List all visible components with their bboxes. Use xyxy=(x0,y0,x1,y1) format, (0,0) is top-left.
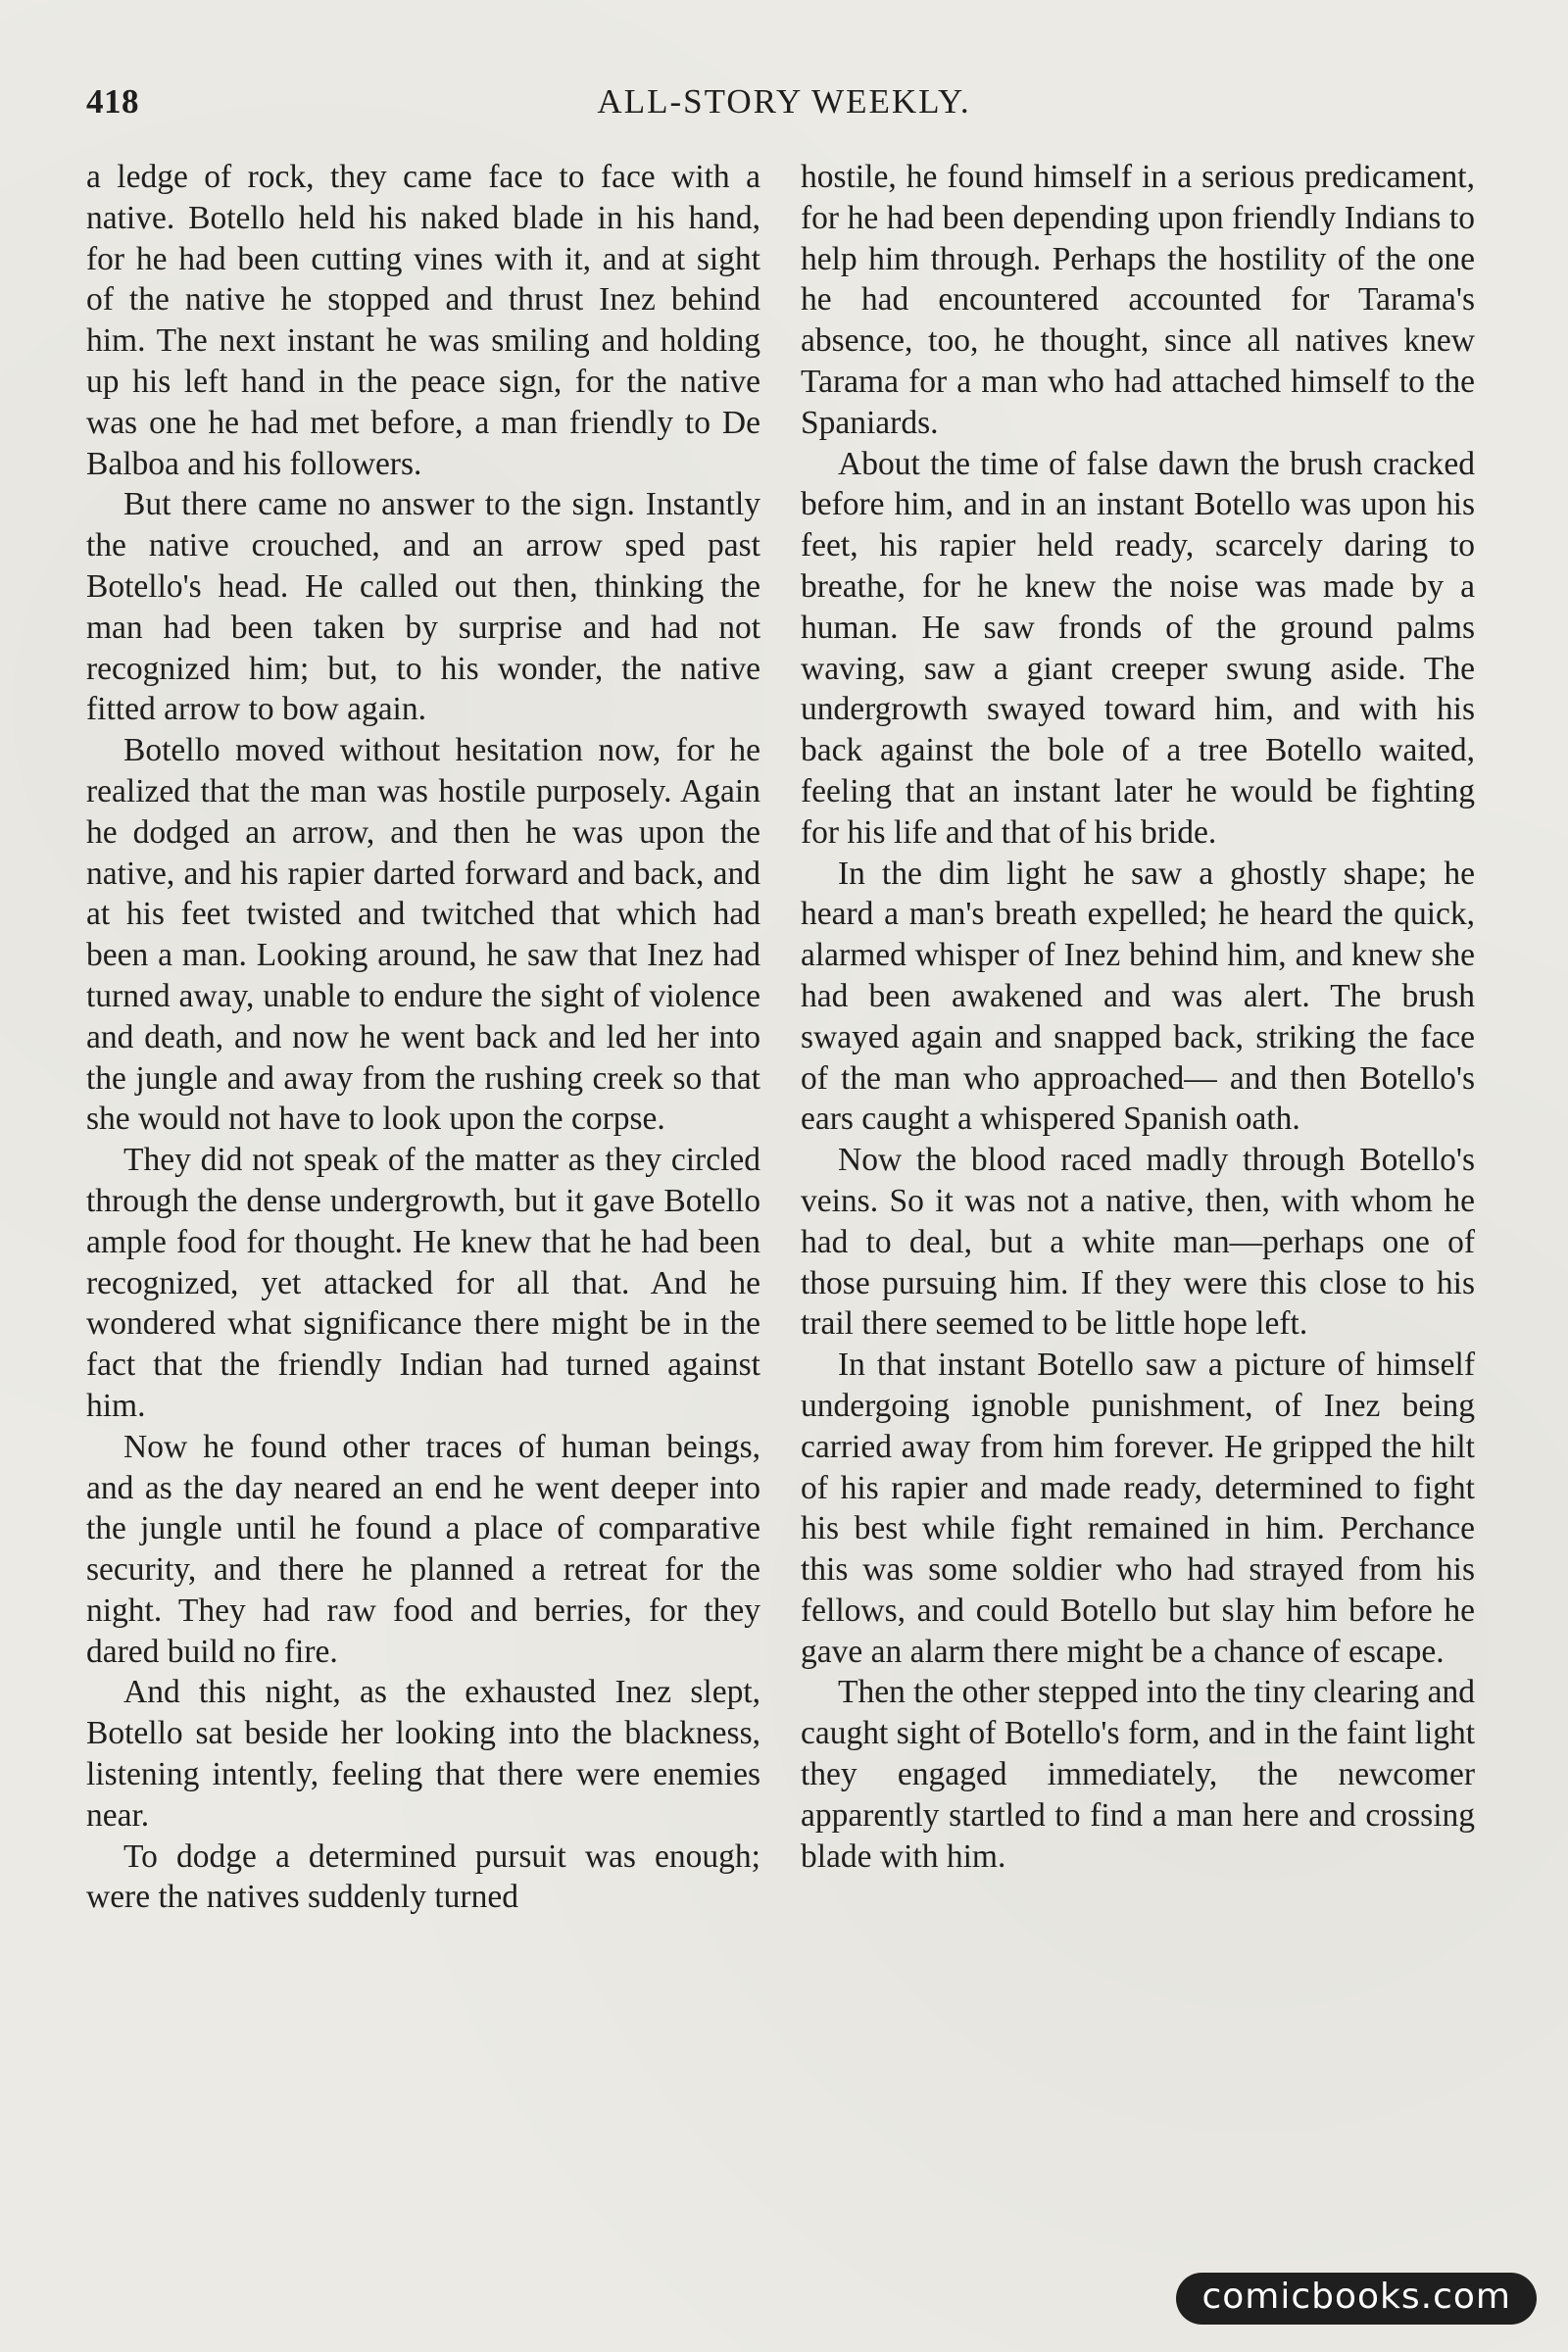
paragraph: In that instant Botello saw a picture of himself undergoing ignoble punishment, of Inez being carried away from him forever. He gripped the hilt of his rapier and made ready, determined to fight his best while fight remained in him. Perchance this was some soldier who had strayed from his fellows, and could Botello but slay him before he gave an alarm there might be a chance of escape. xyxy=(801,1347,1475,1670)
paragraph: Now the blood raced madly through Botello's veins. So it was not a native, then, with whom he had to deal, but a white man—perhaps one of those pursuing him. If they were this close to his trail there seemed to be little hope left. xyxy=(801,1142,1475,1343)
watermark-badge: comicbooks.com xyxy=(1176,2273,1537,2325)
paragraph: a ledge of rock, they came face to face with a native. Botello held his naked blade in his hand, for he had been cutting vines with it, and at sight of the native he stopped and thrust Inez behind him. The next instant he was smiling and holding up his left hand in the peace sign, for the native was one he had met before, a man friendly to De Balboa and his followers. xyxy=(86,159,760,482)
paragraph: And this night, as the exhausted Inez slept, Botello sat beside her looking into the blackness, listening intently, feeling that there were enemies near. xyxy=(86,1674,760,1834)
paragraph: But there came no answer to the sign. Instantly the native crouched, and an arrow sped past Botello's head. He called out then, thinking the man had been taken by surprise and had not recognized him; but, to his wonder, the native fitted arrow to bow again. xyxy=(86,486,760,728)
paragraph: About the time of false dawn the brush cracked before him, and in an instant Botello was upon his feet, his rapier held ready, scarcely daring to breathe, for he knew the noise was made by a human. He saw fronds of the ground palms waving, saw a giant creeper swung aside. The undergrowth swayed toward him, and with his back against the bole of a tree Botello waited, feeling that an instant later he would be fighting for his life and that of his bride. xyxy=(801,445,1475,851)
page-header xyxy=(86,82,1482,131)
page-number: 418 xyxy=(86,82,139,121)
paragraph: They did not speak of the matter as they circled through the dense undergrowth, but it gave Botello ample food for thought. He knew that he had been recognized, yet attacked for all that. And he wondered what significance there might be in the fact that the friendly Indian had turned against him. xyxy=(86,1142,760,1424)
paragraph: Then the other stepped into the tiny clearing and caught sight of Botello's form, and in the faint light they engaged immediately, the newcomer apparently startled to find a man here and crossing blade with him. xyxy=(801,1674,1475,1875)
paragraph: To dodge a determined pursuit was enough; were the natives suddenly turned xyxy=(86,1838,760,1916)
paragraph: hostile, he found himself in a serious predicament, for he had been depending upon friendly Indians to help him through. Perhaps the hostility of the one he had encountered accounted for Tarama's absence, too, he thought, since all natives knew Tarama for a man who had attached himself to the Spaniards. xyxy=(801,159,1475,441)
paragraph: In the dim light he saw a ghostly shape; he heard a man's breath expelled; he heard the quick, alarmed whisper of Inez behind him, and knew she had been awakened and was alert. The brush swayed again and snapped back, striking the face of the man who approached— and then Botello's ears caught a whispered Spanish oath. xyxy=(801,855,1475,1138)
running-head: ALL-STORY WEEKLY. xyxy=(597,82,971,121)
right-column xyxy=(801,157,1475,1877)
paragraph: Botello moved without hesitation now, for he realized that the man was hostile purposely. Again he dodged an arrow, and then he was upon the native, and his rapier darted forward and back, and at his feet twisted and twitched that which had been a man. Looking around, he saw that Inez had turned away, unable to endure the sight of violence and death, and now he went back and led her into the jungle and away from the rushing creek so that she would not have to look upon the corpse. xyxy=(86,732,760,1138)
left-column xyxy=(86,157,760,1918)
paragraph: Now he found other traces of human beings, and as the day neared an end he went deeper into the jungle until he found a place of comparative security, and there he planned a retreat for the night. They had raw food and berries, for they dared build no fire. xyxy=(86,1428,760,1670)
